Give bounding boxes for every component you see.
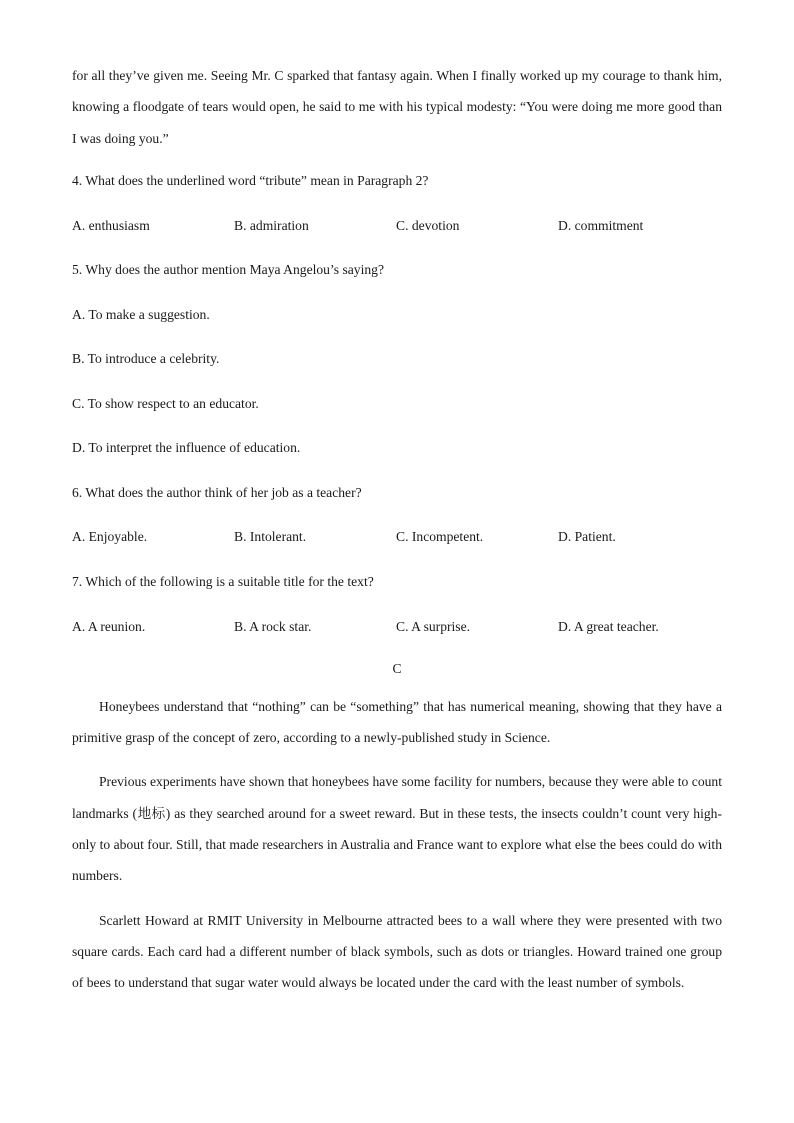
question-6-option-a: A. Enjoyable. <box>72 528 148 544</box>
document-page <box>72 60 722 999</box>
question-5-stem: 5. Why does the author mention Maya Angelou’s saying? <box>72 261 384 277</box>
question-6-options <box>72 527 722 547</box>
question-7-options <box>72 617 722 637</box>
passage-c-paragraph-3: Scarlett Howard at RMIT University in Melbourne attracted bees to a wall where they were presented with two square cards. Each card had a different number of black symbols, such as dots or triangles. Howard trained one group of bees to understand that sugar water would always be located under the card with the least number of symbols. <box>72 912 722 991</box>
question-6-stem: 6. What does the author think of her job as a teacher? <box>72 484 362 500</box>
question-7-option-b: B. A rock star. <box>234 618 312 634</box>
question-4-stem: 4. What does the underlined word “tribute” mean in Paragraph 2? <box>72 172 429 188</box>
question-6-option-b: B. Intolerant. <box>234 528 307 544</box>
intro-paragraph: for all they’ve given me. Seeing Mr. C sparked that fantasy again. When I finally worked up my courage to thank him, knowing a floodgate of tears would open, he said to me with his typical modesty: “You were doing me more good than I was doing you.” <box>72 68 722 146</box>
section-heading: C <box>392 660 402 676</box>
question-4-options <box>72 216 722 236</box>
question-5-option-a: A. To make a suggestion. <box>72 306 210 322</box>
question-5-option-c: C. To show respect to an educator. <box>72 395 259 411</box>
question-5-option-b: B. To introduce a celebrity. <box>72 350 220 366</box>
question-4-option-c: C. devotion <box>396 217 460 233</box>
question-4-option-d: D. commitment <box>558 217 644 233</box>
question-4-option-b: B. admiration <box>234 217 309 233</box>
question-7-option-c: C. A surprise. <box>396 618 471 634</box>
question-7-option-a: A. A reunion. <box>72 618 146 634</box>
question-5-option-d: D. To interpret the influence of education. <box>72 439 301 455</box>
question-7-option-d: D. A great teacher. <box>558 618 659 634</box>
question-7-stem: 7. Which of the following is a suitable title for the text? <box>72 573 374 589</box>
passage-c-paragraph-2: Previous experiments have shown that honeybees have some facility for numbers, because they were able to count landmarks (地标) as they searched around for a sweet reward. But in these tests, the insects couldn’t count very high-only to about four. Still, that made researchers in Australia and France want to explore what else the bees could do with numbers. <box>72 774 722 884</box>
question-4-option-a: A. enthusiasm <box>72 217 150 233</box>
question-6-option-d: D. Patient. <box>558 528 616 544</box>
question-6-option-c: C. Incompetent. <box>396 528 484 544</box>
passage-c-paragraph-1: Honeybees understand that “nothing” can be “something” that has numerical meaning, showing that they have a primitive grasp of the concept of zero, according to a newly-published study in Science. <box>72 698 722 746</box>
